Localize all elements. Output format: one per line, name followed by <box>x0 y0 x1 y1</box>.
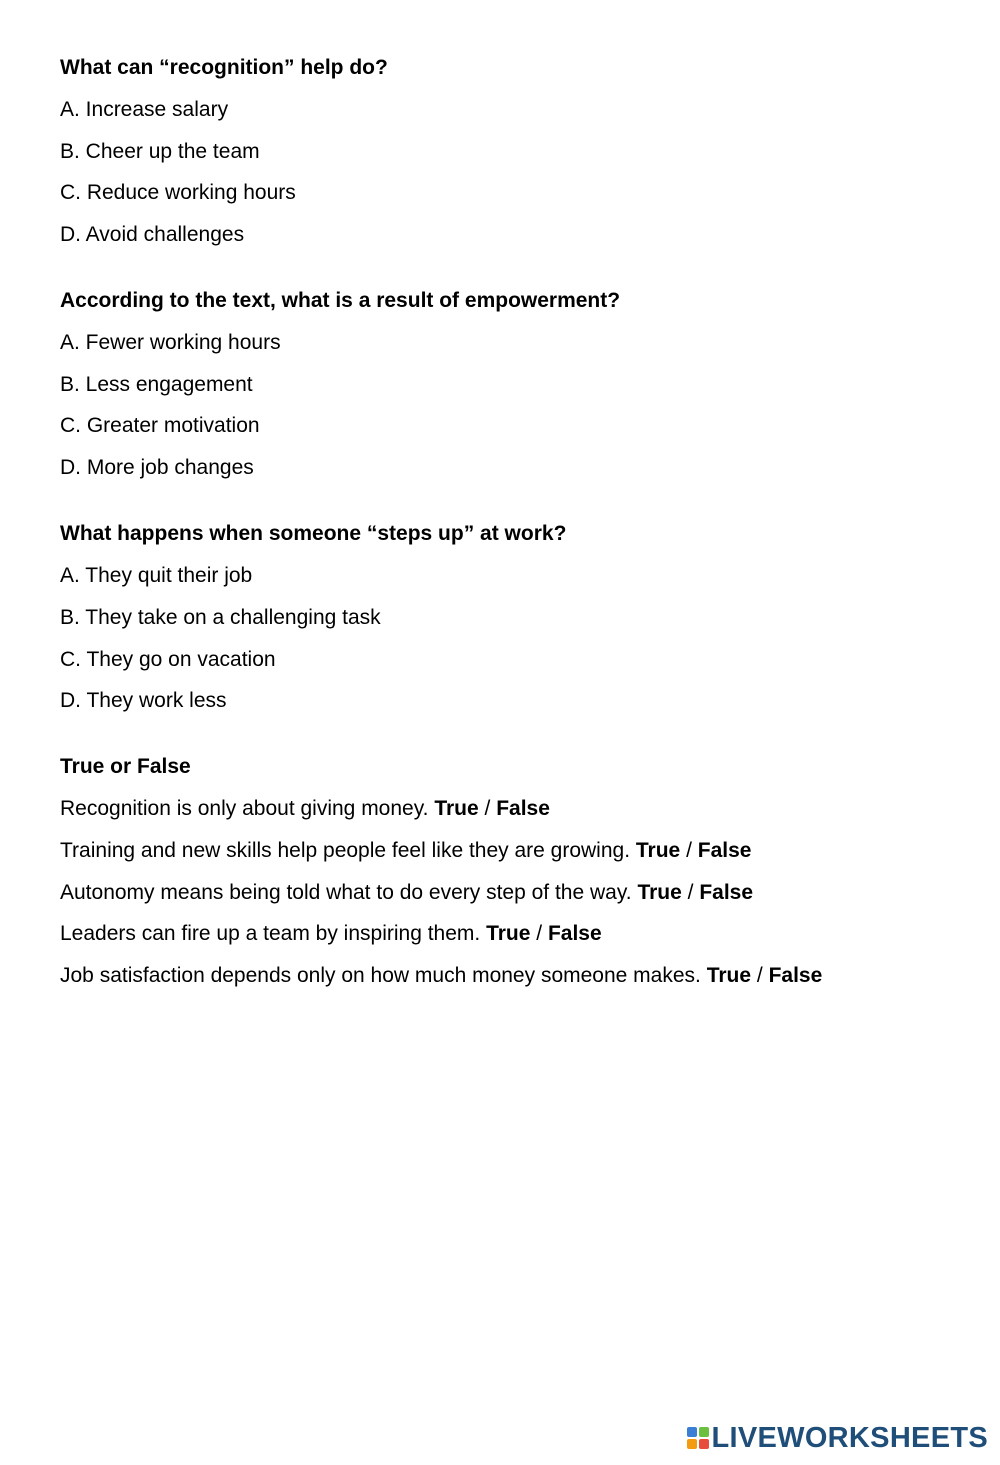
answer-option[interactable]: B. They take on a challenging task <box>60 605 381 629</box>
question-1 <box>60 56 960 247</box>
true-choice[interactable]: True <box>486 922 531 946</box>
false-choice[interactable]: False <box>496 797 550 821</box>
answer-option[interactable]: A. Fewer working hours <box>60 331 281 355</box>
true-choice[interactable]: True <box>434 797 479 821</box>
statement-text: Leaders can fire up a team by inspiring them. <box>60 922 487 946</box>
answer-option[interactable]: B. Less engagement <box>60 372 253 396</box>
answer-option[interactable]: C. They go on vacation <box>60 647 276 671</box>
answer-option[interactable]: D. They work less <box>60 689 227 713</box>
question-3 <box>60 522 960 713</box>
false-choice[interactable]: False <box>699 880 754 904</box>
answer-option[interactable]: D. Avoid challenges <box>60 223 245 247</box>
liveworksheets-logo <box>687 1423 989 1453</box>
answer-option[interactable]: B. Cheer up the team <box>60 139 260 163</box>
answer-option[interactable]: A. Increase salary <box>60 98 229 121</box>
liveworksheets-logo-icon <box>687 1427 709 1449</box>
true-false-statement <box>60 964 960 988</box>
false-choice[interactable]: False <box>547 922 602 946</box>
question-title: What can “recognition” help do? <box>60 56 388 79</box>
logo-text: LIVEWORKSHEETS <box>711 1422 988 1454</box>
choice-separator: / <box>680 838 698 862</box>
question-2 <box>60 289 960 480</box>
true-false-statement <box>60 881 960 905</box>
false-choice[interactable]: False <box>697 838 752 862</box>
false-choice[interactable]: False <box>768 963 823 987</box>
answer-option[interactable]: A. They quit their job <box>60 564 253 588</box>
statement-text: Job satisfaction depends only on how much money someone makes. <box>60 963 707 987</box>
true-false-section <box>60 755 960 988</box>
answer-option[interactable]: C. Reduce working hours <box>60 181 296 205</box>
true-false-statement <box>60 797 960 821</box>
choice-separator: / <box>751 963 769 987</box>
worksheet-page <box>60 56 960 1006</box>
true-false-title: True or False <box>60 755 191 779</box>
choice-separator: / <box>530 922 548 946</box>
true-false-statement <box>60 839 960 863</box>
statement-text: Autonomy means being told what to do every step of the way. <box>60 880 638 904</box>
answer-option[interactable]: C. Greater motivation <box>60 414 260 438</box>
true-choice[interactable]: True <box>635 838 681 862</box>
answer-option[interactable]: D. More job changes <box>60 456 254 480</box>
statement-text: Recognition is only about giving money. <box>60 797 435 821</box>
choice-separator: / <box>681 880 700 904</box>
true-false-statement <box>60 922 960 946</box>
question-title: What happens when someone “steps up” at work? <box>60 522 567 546</box>
true-choice[interactable]: True <box>637 880 682 904</box>
statement-text: Training and new skills help people feel like they are growing. <box>60 838 636 862</box>
choice-separator: / <box>478 797 497 821</box>
true-choice[interactable]: True <box>706 963 752 987</box>
question-title: According to the text, what is a result of empowerment? <box>60 289 621 313</box>
